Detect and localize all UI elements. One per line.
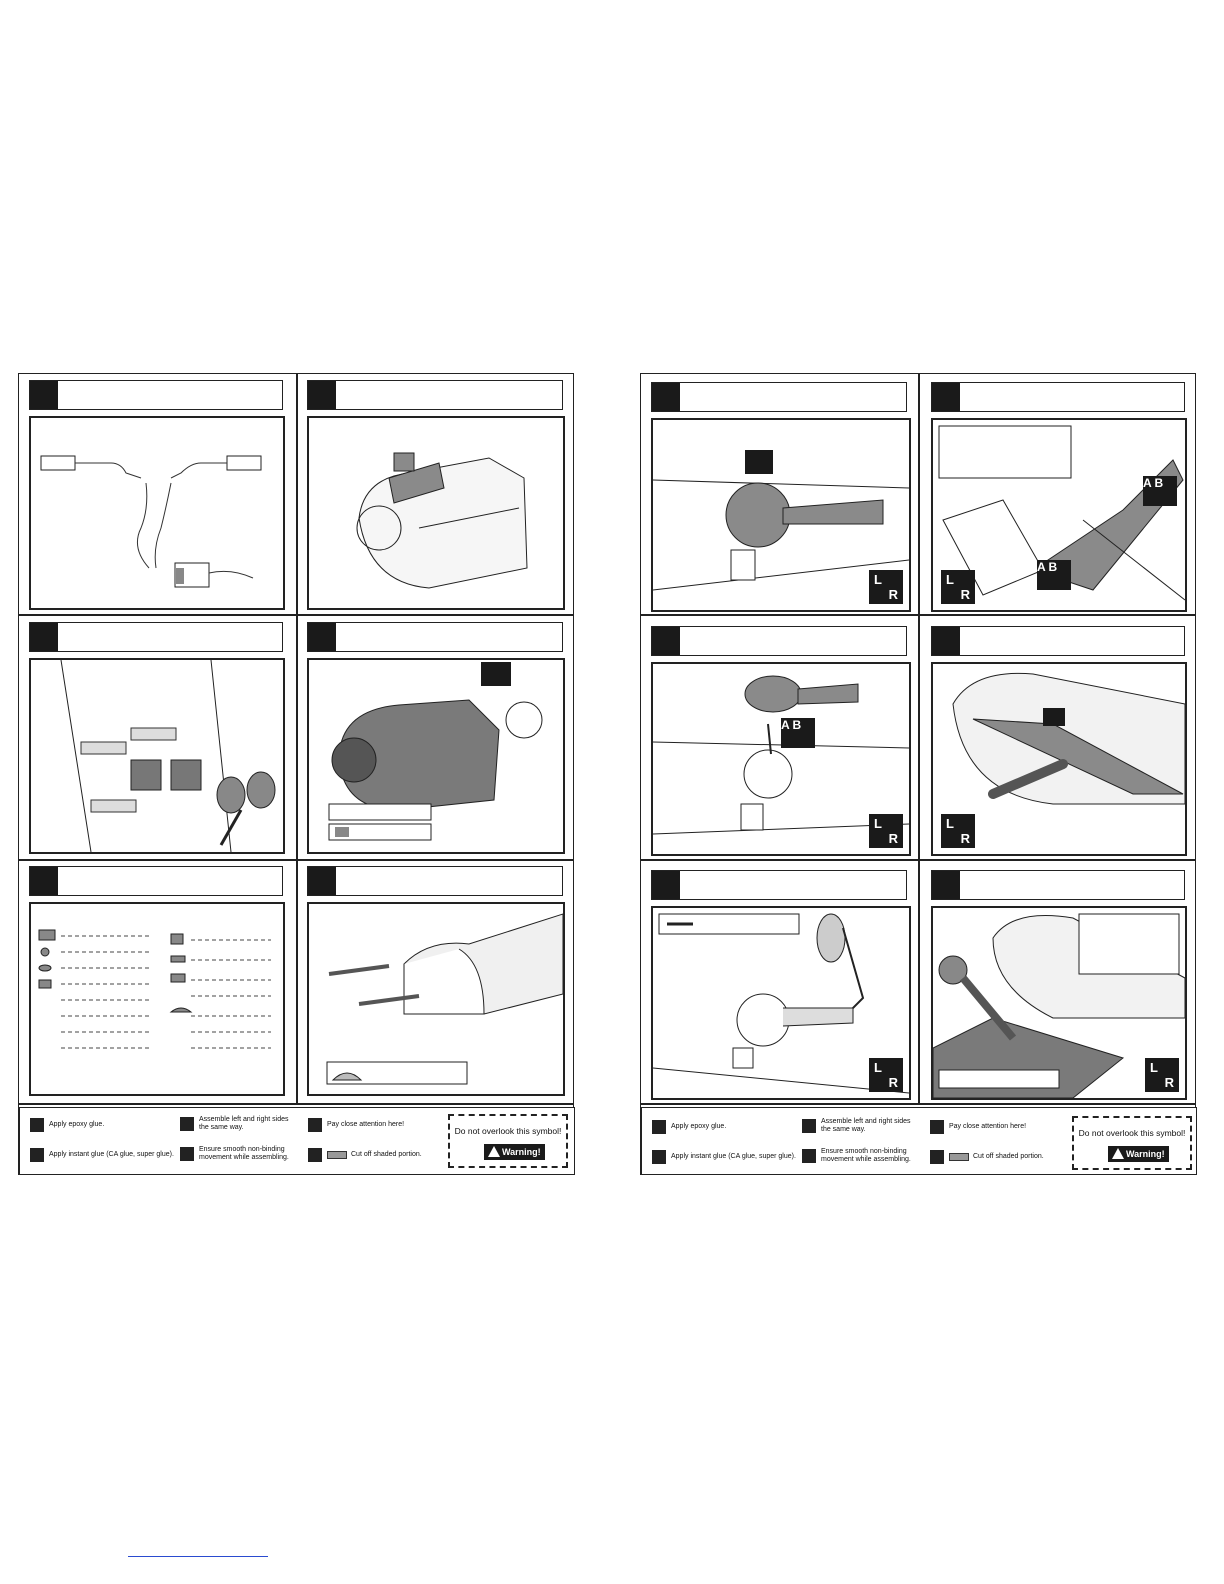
warning-box <box>1072 1116 1192 1170</box>
legend-smooth: Ensure smooth non-binding movement while assembling. <box>821 1148 911 1163</box>
attention-hand-icon <box>308 1118 322 1132</box>
legend-epoxy: Apply epoxy glue. <box>671 1123 727 1130</box>
epoxy-icon <box>652 1120 666 1134</box>
cowl-mount-illustration <box>309 660 563 852</box>
legend-assemble: Assemble left and right sides the same way. <box>821 1118 911 1133</box>
ab-badge: A B <box>1037 560 1071 590</box>
legend-attention: Pay close attention here! <box>949 1123 1027 1130</box>
step-diagram-rib-plate <box>931 418 1187 612</box>
ca-glue-icon <box>30 1148 44 1162</box>
step-diagram-cowl-mount <box>307 658 565 854</box>
step-header <box>307 622 563 652</box>
smooth-movement-icon <box>180 1147 194 1161</box>
step-diagram-wing-rib <box>931 662 1187 856</box>
step-header <box>307 866 563 896</box>
assemble-lr-icon <box>802 1119 816 1133</box>
left-sheet <box>18 373 574 1175</box>
warning-icon <box>30 867 58 895</box>
step-diagram-gear-mount <box>931 906 1187 1100</box>
step-header <box>931 626 1185 656</box>
assemble-lr-icon: L R <box>941 570 975 604</box>
step-diagram-cowl-cut <box>307 416 565 610</box>
assemble-lr-icon: L R <box>1145 1058 1179 1092</box>
servo-wiring-illustration <box>31 418 283 608</box>
step-diagram-wheel-well <box>651 418 911 612</box>
step-header <box>29 380 283 410</box>
assemble-lr-icon <box>180 1117 194 1131</box>
legend-assemble: Assemble left and right sides the same way. <box>199 1116 289 1131</box>
parts-list-illustration <box>31 904 283 1094</box>
step-header <box>651 382 907 412</box>
attention-hand-icon <box>930 1120 944 1134</box>
legend-instant: Apply instant glue (CA glue, super glue). <box>671 1153 796 1160</box>
right-sheet <box>640 373 1196 1175</box>
assemble-lr-icon: L R <box>869 1058 903 1092</box>
ab-badge: A B <box>1143 476 1177 506</box>
legend-epoxy: Apply epoxy glue. <box>49 1121 105 1128</box>
warning-box <box>448 1114 568 1168</box>
assemble-lr-icon: L R <box>869 570 903 604</box>
step-header <box>307 380 563 410</box>
legend-cutoff: Cut off shaded portion. <box>973 1153 1044 1160</box>
smooth-movement-icon <box>802 1149 816 1163</box>
symbol-legend <box>19 1107 575 1175</box>
warning-icon <box>488 1146 500 1157</box>
warning-icon <box>1112 1148 1124 1159</box>
warning-title: Do not overlook this symbol! <box>1078 1128 1186 1138</box>
legend-smooth: Ensure smooth non-binding movement while assembling. <box>199 1146 289 1161</box>
symbol-legend <box>641 1107 1197 1175</box>
step-header <box>29 622 283 652</box>
step-header <box>931 382 1185 412</box>
ab-badge: A B <box>781 718 815 748</box>
step-diagram-wheel-cover <box>651 662 911 856</box>
cowl-illustration <box>309 418 563 608</box>
legend-attention: Pay close attention here! <box>327 1121 405 1128</box>
cut-off-icon <box>308 1148 322 1162</box>
step-diagram-hatch <box>307 902 565 1096</box>
underline-link[interactable] <box>128 1556 268 1557</box>
step-diagram-fuselage-servos <box>29 658 285 854</box>
cut-off-icon <box>930 1150 944 1164</box>
legend-cutoff: Cut off shaded portion. <box>351 1151 422 1158</box>
assemble-lr-icon: L R <box>941 814 975 848</box>
assemble-lr-icon: L R <box>869 814 903 848</box>
epoxy-icon <box>30 1118 44 1132</box>
step-diagram-servo-wires <box>29 416 285 610</box>
legend-instant: Apply instant glue (CA glue, super glue). <box>49 1151 174 1158</box>
step-header <box>651 870 907 900</box>
step-header <box>931 870 1185 900</box>
warning-badge: Warning! <box>484 1144 545 1160</box>
step-diagram-landing-gear <box>651 906 911 1100</box>
hatch-illustration <box>309 904 563 1094</box>
ca-glue-icon <box>652 1150 666 1164</box>
warning-title: Do not overlook this symbol! <box>454 1126 562 1136</box>
step-header <box>651 626 907 656</box>
warning-badge: Warning! <box>1108 1146 1169 1162</box>
step-header <box>29 866 283 896</box>
parts-list-panel <box>29 902 285 1096</box>
fuselage-servo-illustration <box>31 660 283 852</box>
